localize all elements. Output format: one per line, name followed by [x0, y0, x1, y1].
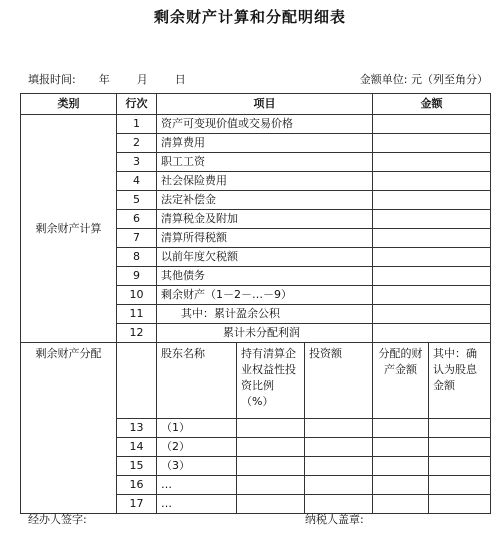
row-no: 17: [117, 495, 157, 514]
amount-cell[interactable]: [373, 210, 491, 229]
row-no: 1: [117, 115, 157, 134]
investment-label: 投资额: [309, 347, 342, 360]
amount-cell[interactable]: [373, 191, 491, 210]
investment-cell[interactable]: [305, 476, 373, 495]
row-no-blank: [117, 343, 157, 419]
dividend-label: 其中：确认为股息金额: [433, 347, 478, 392]
category-calc: 剩余财产计算: [21, 115, 117, 343]
equity-ratio-cell[interactable]: [237, 457, 305, 476]
investment-cell[interactable]: [305, 438, 373, 457]
amount-cell[interactable]: [373, 115, 491, 134]
row-item: 清算费用: [157, 134, 373, 153]
investment-cell[interactable]: [305, 419, 373, 438]
distributed-cell[interactable]: [373, 438, 429, 457]
shareholder-name-cell[interactable]: …: [157, 495, 237, 514]
row-no: 3: [117, 153, 157, 172]
equity-ratio-label: 持有清算企业权益性投资比例（%）: [241, 347, 296, 408]
currency-unit: 金额单位: 元（列至角分）: [359, 73, 488, 86]
row-item: 清算所得税额: [157, 229, 373, 248]
row-item: 其他债务: [157, 267, 373, 286]
header-row: [21, 94, 491, 115]
amount-cell[interactable]: [373, 229, 491, 248]
row-no: 11: [117, 305, 157, 324]
amount-cell[interactable]: [373, 305, 491, 324]
row-no: 10: [117, 286, 157, 305]
row-item: 剩余财产（1－2－…－9）: [157, 286, 373, 305]
page-title: 剩余财产计算和分配明细表: [153, 8, 346, 26]
amount-cell[interactable]: [373, 248, 491, 267]
year-label: 年: [98, 73, 110, 86]
shareholder-name-header: [157, 343, 237, 419]
row-no: 9: [117, 267, 157, 286]
amount-cell[interactable]: [373, 134, 491, 153]
amount-cell[interactable]: [373, 153, 491, 172]
day-label: 日: [174, 73, 186, 86]
shareholder-name-cell[interactable]: （1）: [157, 419, 237, 438]
row-no: 15: [117, 457, 157, 476]
equity-ratio-cell[interactable]: [237, 476, 305, 495]
fill-time: [28, 71, 186, 87]
investment-cell[interactable]: [305, 457, 373, 476]
investment-header: [305, 343, 373, 419]
dividend-header: [429, 343, 491, 419]
month-label: 月: [136, 73, 148, 86]
distributed-cell[interactable]: [373, 476, 429, 495]
row-no: 6: [117, 210, 157, 229]
distributed-cell[interactable]: [373, 419, 429, 438]
row-no: 16: [117, 476, 157, 495]
distributed-cell[interactable]: [373, 495, 429, 514]
shareholder-name-cell[interactable]: …: [157, 476, 237, 495]
detail-table: [20, 93, 491, 514]
shareholder-name-label: 股东名称: [161, 347, 205, 360]
dividend-cell[interactable]: [429, 476, 491, 495]
equity-ratio-cell[interactable]: [237, 495, 305, 514]
distributed-header: [373, 343, 429, 419]
dividend-cell[interactable]: [429, 457, 491, 476]
amount-header: 金额: [373, 94, 491, 115]
dividend-cell[interactable]: [429, 419, 491, 438]
distributed-cell[interactable]: [373, 457, 429, 476]
shareholder-name-cell[interactable]: （2）: [157, 438, 237, 457]
dividend-cell[interactable]: [429, 495, 491, 514]
amount-cell[interactable]: [373, 172, 491, 191]
row-no: 7: [117, 229, 157, 248]
amount-cell[interactable]: [373, 324, 491, 343]
row-no: 5: [117, 191, 157, 210]
shareholder-name-cell[interactable]: （3）: [157, 457, 237, 476]
fill-time-label: 填报时间:: [28, 73, 76, 86]
taxpayer-seal: 纳税人盖章:: [305, 513, 364, 526]
row-item: 职工工资: [157, 153, 373, 172]
row-no: 12: [117, 324, 157, 343]
dividend-cell[interactable]: [429, 438, 491, 457]
amount-cell[interactable]: [373, 286, 491, 305]
equity-ratio-cell[interactable]: [237, 419, 305, 438]
equity-ratio-cell[interactable]: [237, 438, 305, 457]
row-no-header: 行次: [117, 94, 157, 115]
category-header: 类别: [21, 94, 117, 115]
row-item: 清算税金及附加: [157, 210, 373, 229]
row-no: 13: [117, 419, 157, 438]
table-row: [21, 115, 491, 134]
row-item: 资产可变现价值或交易价格: [157, 115, 373, 134]
row-no: 4: [117, 172, 157, 191]
row-item: 其中：累计盈余公积: [157, 305, 373, 324]
agent-signature: 经办人签字:: [28, 513, 87, 526]
row-no: 2: [117, 134, 157, 153]
category-distribution: 剩余财产分配: [21, 343, 117, 514]
row-item: 以前年度欠税额: [157, 248, 373, 267]
distributed-label: 分配的财产金额: [378, 347, 423, 376]
row-item: 法定补偿金: [157, 191, 373, 210]
row-no: 14: [117, 438, 157, 457]
row-no: 8: [117, 248, 157, 267]
amount-cell[interactable]: [373, 267, 491, 286]
distribution-subheader-row: [21, 343, 491, 419]
row-item: 累计未分配利润: [157, 324, 373, 343]
item-header: 项目: [157, 94, 373, 115]
row-item: 社会保险费用: [157, 172, 373, 191]
equity-ratio-header: [237, 343, 305, 419]
